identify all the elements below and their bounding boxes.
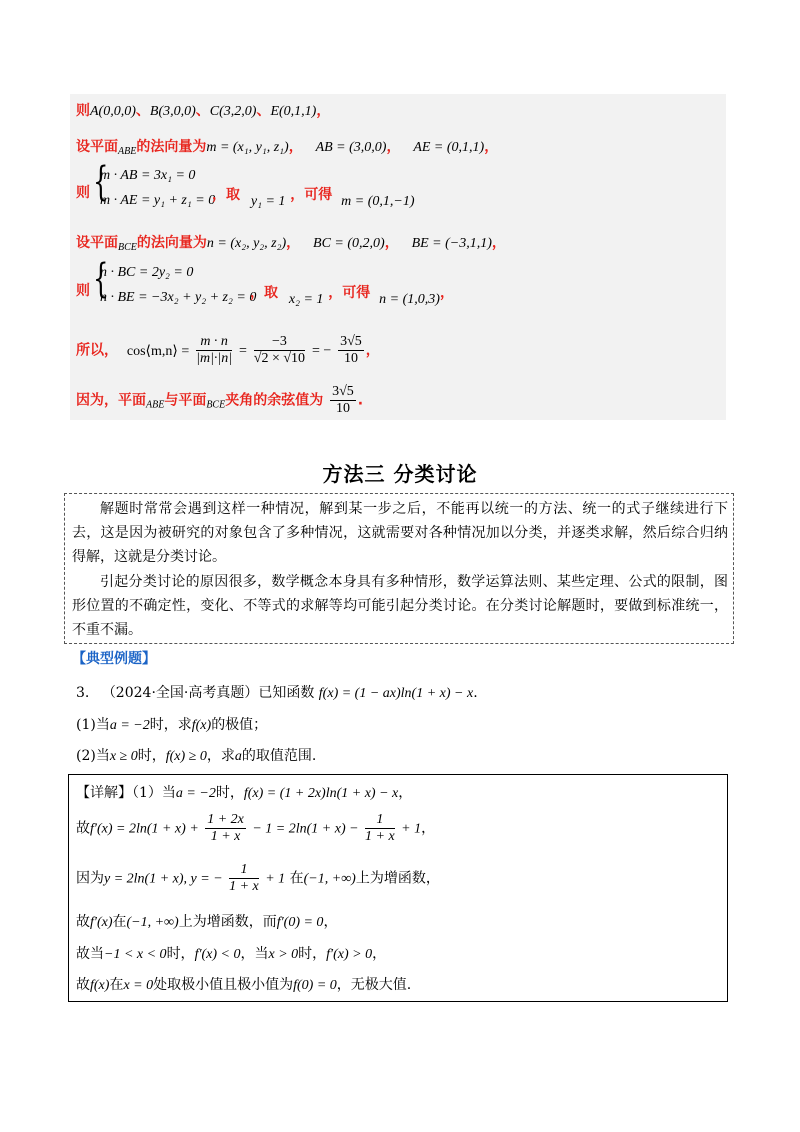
solution-line-4: 设平面$_{BCE}$的法向量为n = (x₂, y₂, z₂)， BC = (0,2,0)， BE = (−3,1,1)， <box>76 235 506 253</box>
system-1-eq1: m · AB = 3x₁ = 0 <box>100 168 196 183</box>
solution-line-3-take: ，取 y₁ = 1 ，可得 m = (0,1,−1) <box>212 187 415 209</box>
frac-value: $\frac{-3}{√2 \times √10}$ <box>253 334 306 366</box>
solution-line-2: 设平面$_{ABE}$的法向量为m = (x₁, y₁, z₁)， AB = (3,0,0)， AE = (0,1,1)， <box>76 139 499 157</box>
detail-line-4: 故f′(x)在(−1, +∞)上为增函数，而f′(0) = 0， <box>76 914 338 930</box>
solution-line-6: 所以， cos⟨m,n⟩ = $\frac{m \cdot n}{|m|\cdot|n|}$ = $\frac{-3}{√2 \times √10}$ = − $\frac{3√5}{10}$ ， <box>76 334 380 366</box>
detail-line-3: 因为y = 2ln(1 + x), y = − $\frac{1}{1 + x}$ + 1 在(−1, +∞)上为增函数， <box>76 862 440 894</box>
detail-line-6: 故f(x)在x = 0处取极小值且极小值为f(0) = 0，无极大值. <box>76 977 412 993</box>
system-2-eq1: n · BC = 2y₂ = 0 <box>100 265 194 280</box>
frac-l2-a: $\frac{1 + 2x}{1 + x}$ <box>207 812 244 844</box>
problem-question-1: (1)当a = −2时，求f(x)的极值； <box>76 717 268 733</box>
detail-line-1: 【详解】（1）当a = −2时，f(x) = (1 + 2x)ln(1 + x) − x， <box>76 785 413 801</box>
solution-line-3-prefix: 则 <box>76 185 90 201</box>
section-title: 方法三 分类讨论 <box>322 462 478 486</box>
solution-line-5-take: ，取 x₂ = 1 ，可得 n = (1,0,3)， <box>250 285 454 307</box>
problem-statement: 3. （2024·全国·高考真题）已知函数 f(x) = (1 − ax)ln(1 + x) − x. <box>76 685 478 701</box>
detail-line-2: 故f′(x) = 2ln(1 + x) + $\frac{1 + 2x}{1 + x}$ − 1 = 2ln(1 + x) − $\frac{1}{1 + x}$ + 1， <box>76 812 436 844</box>
brace-1: { <box>93 159 109 205</box>
frac-final: $\frac{3√5}{10}$ <box>332 384 354 416</box>
solution-line-7: 因为，平面$_{ABE}$与平面$_{BCE}$夹角的余弦值为 $\frac{3√5}{10}$ . <box>76 384 364 416</box>
solution-line-5-prefix: 则 <box>76 283 90 299</box>
solution-line-1: 则A(0,0,0)、B(3,0,0)、C(3,2,0)、E(0,1,1)， <box>76 103 331 119</box>
system-1-eq2: m · AE = y₁ + z₁ = 0 <box>100 193 216 208</box>
examples-label: 【典型例题】 <box>72 651 156 667</box>
frac-l2-b: $\frac{1}{1 + x}$ <box>365 812 395 844</box>
frac-l3: $\frac{1}{1 + x}$ <box>229 862 259 894</box>
detail-line-5: 故当−1 < x < 0时，f′(x) < 0，当x > 0时，f′(x) > 0， <box>76 946 387 962</box>
intro-paragraph-1: 解题时常常会遇到这样一种情况，解到某一步之后，不能再以统一的方法、统一的式子继续进行下去，这是因为被研究的对象包含了多种情况，这就需要对各种情况加以分类，并逐类求解，然后综合归纳得解，这就是分类讨论。 <box>72 501 728 565</box>
intro-paragraph-2: 引起分类讨论的原因很多，数学概念本身具有多种情形，数学运算法则、某些定理、公式的限制，图形位置的不确定性，变化、不等式的求解等均可能引起分类讨论。在分类讨论解题时，要做到标准统一，不重不漏。 <box>72 574 728 638</box>
frac-result: $\frac{3√5}{10}$ <box>340 334 362 366</box>
brace-2: { <box>93 256 109 302</box>
system-2-eq2: n · BE = −3x₂ + y₂ + z₂ = 0 <box>100 290 257 305</box>
problem-question-2: (2)当x ≥ 0时，f(x) ≥ 0，求a的取值范围. <box>76 748 317 764</box>
frac-mn: $\frac{m \cdot n}{|m|\cdot|n|}$ <box>196 334 233 366</box>
